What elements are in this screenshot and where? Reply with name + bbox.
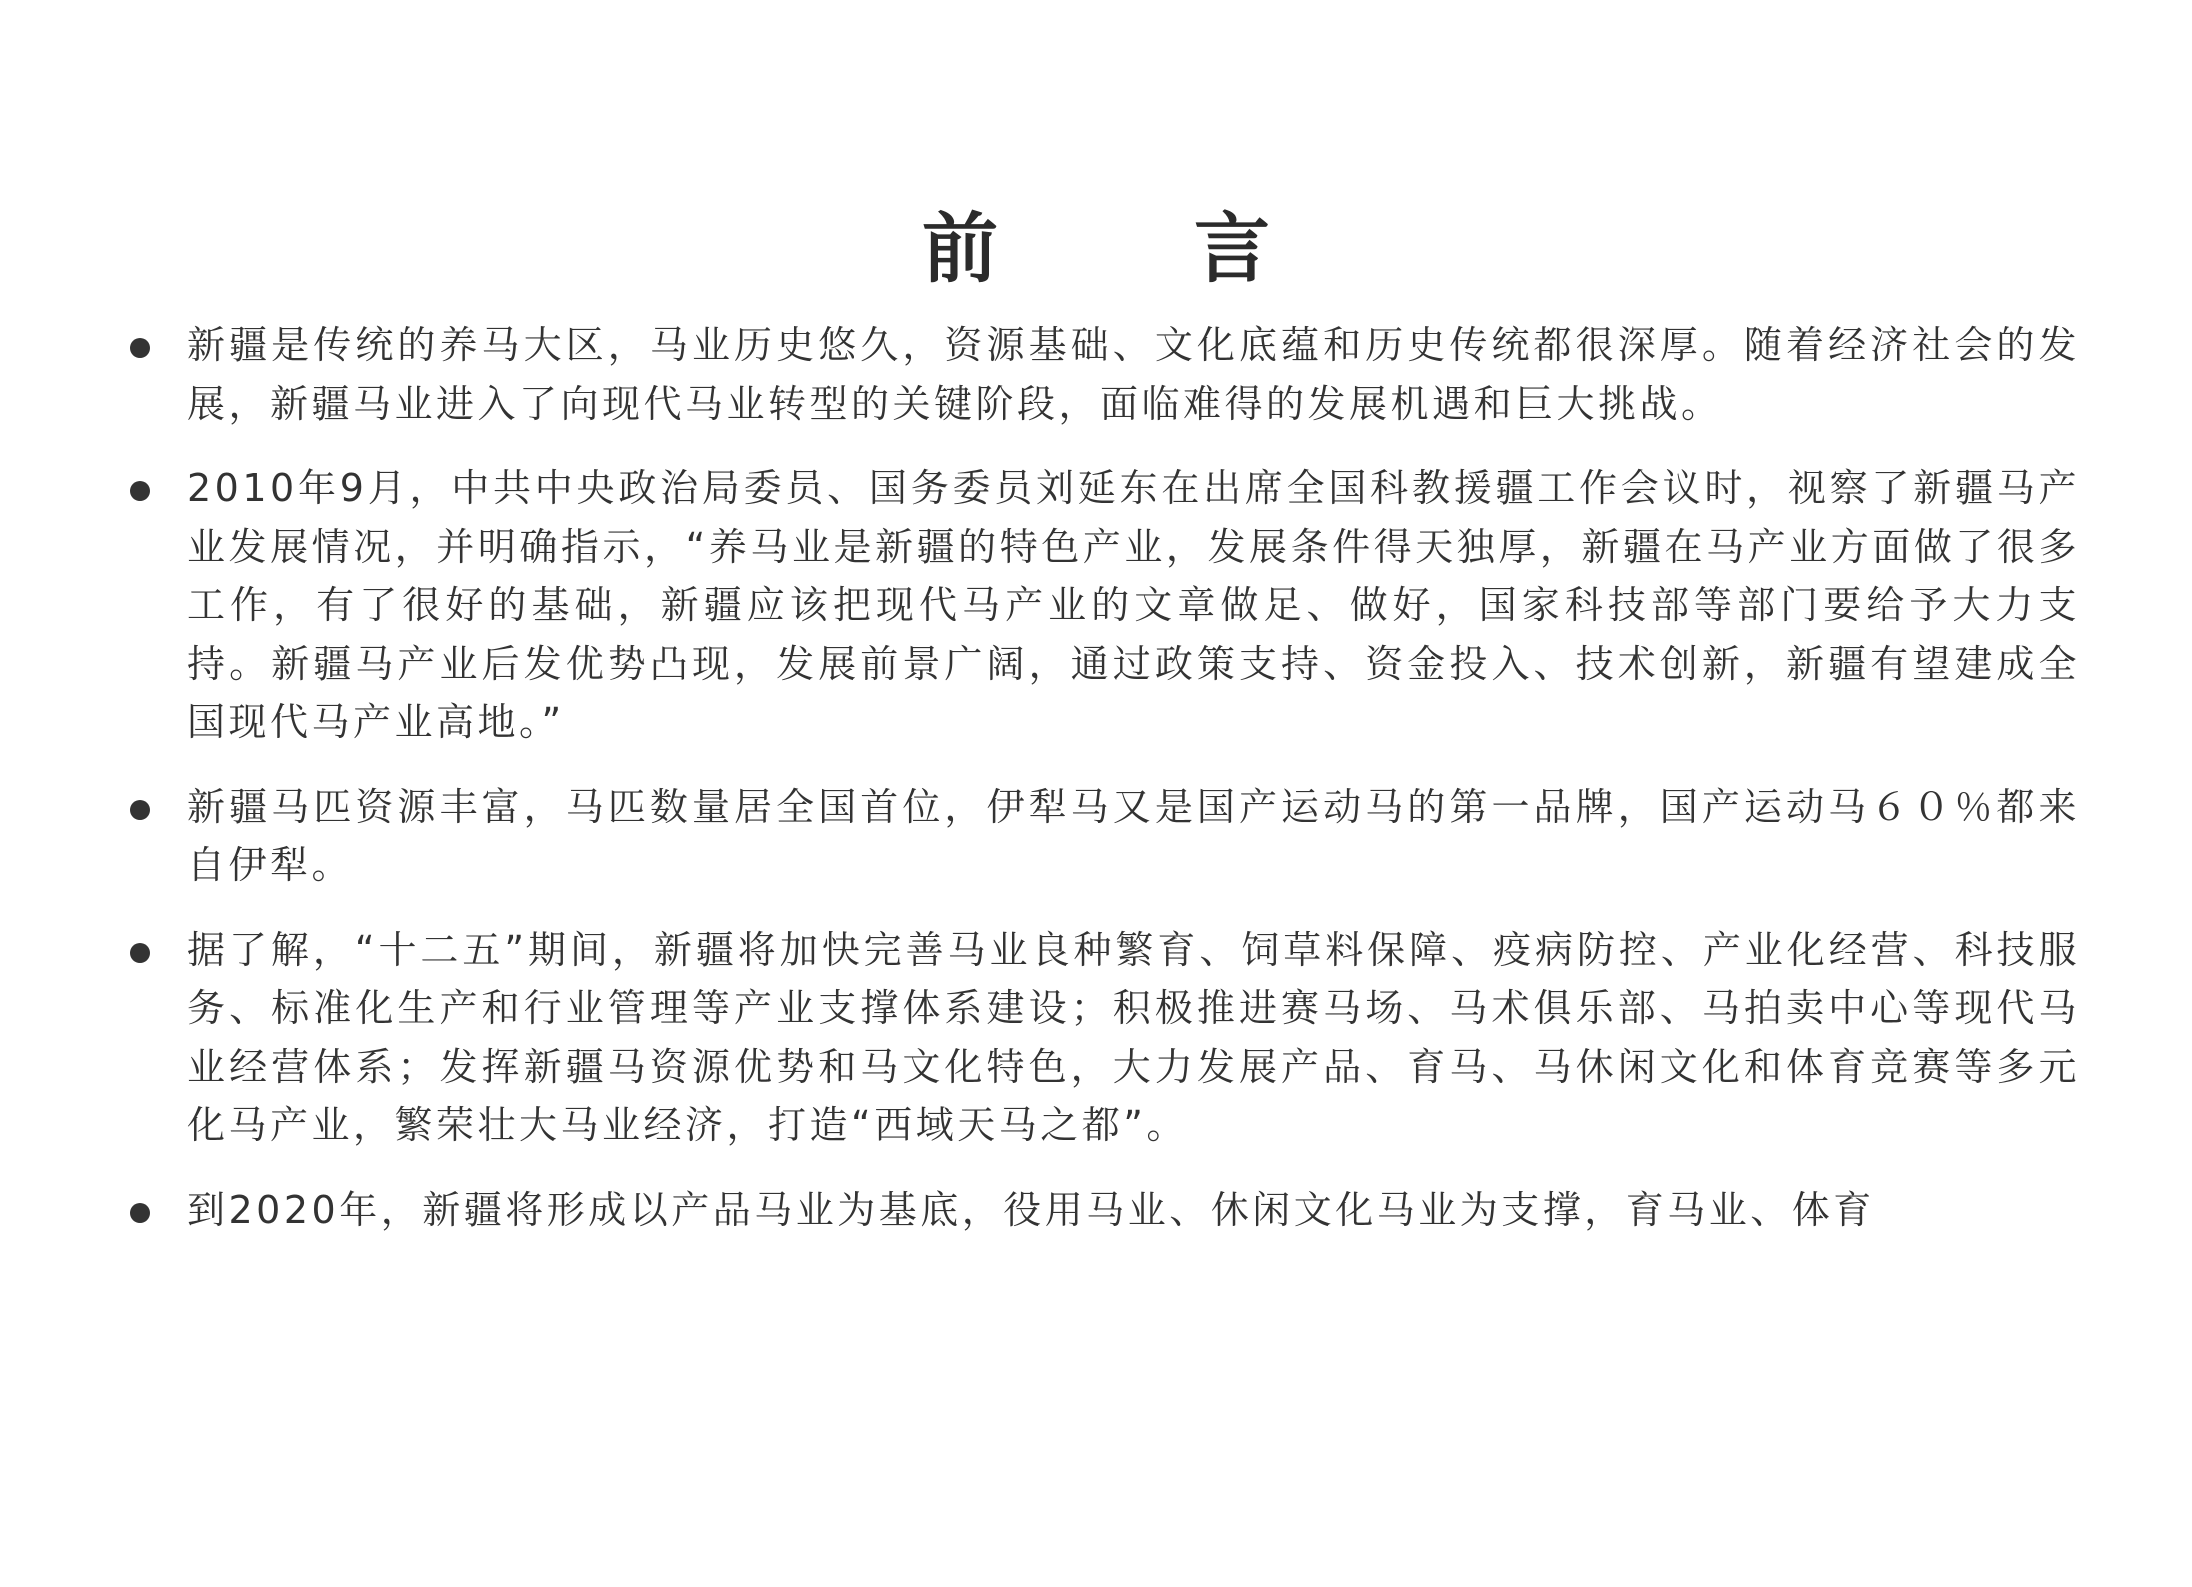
bullet-dot-icon bbox=[130, 481, 150, 501]
list-item-text: 新疆是传统的养马大区，马业历史悠久，资源基础、文化底蕴和历史传统都很深厚。随着经济社会的发展，新疆马业进入了向现代马业转型的关键阶段，面临难得的发展机遇和巨大挑战。 bbox=[187, 323, 2080, 426]
list-item bbox=[130, 459, 2080, 752]
list-item-text: 新疆马匹资源丰富，马匹数量居全国首位，伊犁马又是国产运动马的第一品牌，国产运动马６０％都来自伊犁。 bbox=[187, 784, 2080, 887]
page-title: 前 言 bbox=[922, 203, 1330, 293]
bullet-list bbox=[130, 316, 2080, 1265]
bullet-dot-icon bbox=[130, 943, 150, 963]
list-item bbox=[130, 921, 2080, 1155]
list-item-text: 据了解，“十二五”期间，新疆将加快完善马业良种繁育、饲草料保障、疫病防控、产业化经营、科技服务、标准化生产和行业管理等产业支撑体系建设；积极推进赛马场、马术俱乐部、马拍卖中心等现代马业经营体系；发挥新疆马资源优势和马文化特色，大力发展产品、育马、马休闲文化和体育竞赛等多元化马产业，繁荣壮大马业经济，打造“西域天马之都”。 bbox=[187, 927, 2080, 1147]
list-item-text: 到2020年，新疆将形成以产品马业为基底，役用马业、休闲文化马业为支撑，育马业、体育 bbox=[187, 1187, 1875, 1232]
list-item-text: 2010年9月，中共中央政治局委员、国务委员刘延东在出席全国科教援疆工作会议时，视察了新疆马产业发展情况，并明确指示，“养马业是新疆的特色产业，发展条件得天独厚，新疆在马产业方面做了很多工作，有了很好的基础，新疆应该把现代马产业的文章做足、做好，国家科技部等部门要给予大力支持。新疆马产业后发优势凸现，发展前景广阔，通过政策支持、资金投入、技术创新，新疆有望建成全国现代马产业高地。” bbox=[187, 466, 2080, 744]
bullet-dot-icon bbox=[130, 338, 150, 358]
list-item bbox=[130, 316, 2080, 433]
bullet-dot-icon bbox=[130, 1203, 150, 1223]
list-item bbox=[130, 778, 2080, 895]
list-item bbox=[130, 1181, 2080, 1240]
bullet-dot-icon bbox=[130, 800, 150, 820]
